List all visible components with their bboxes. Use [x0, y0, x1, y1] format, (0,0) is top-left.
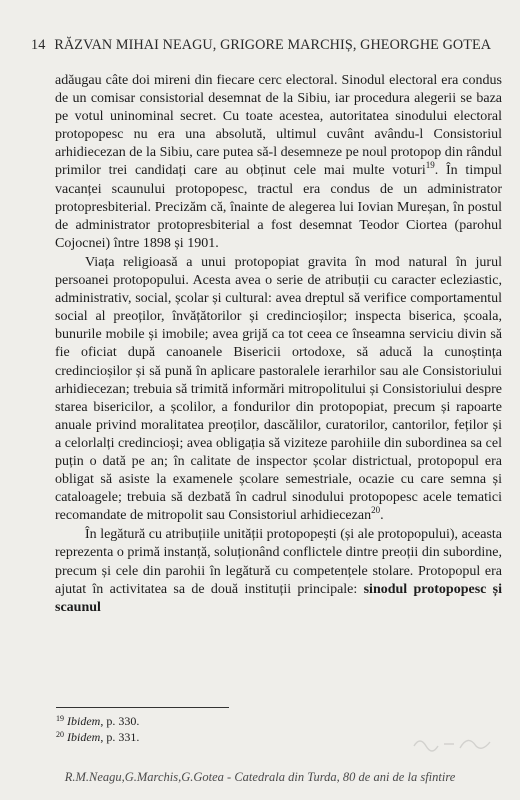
page-number: 14: [31, 37, 46, 53]
header-authors: RĂZVAN MIHAI NEAGU, GRIGORE MARCHIȘ, GHEORGHE GOTEA: [54, 37, 492, 53]
footnote-italic: Ibidem: [67, 729, 101, 744]
footnote-text: , p. 330.: [100, 714, 140, 728]
footnote-number: 20: [56, 729, 64, 739]
footnote-number: 19: [56, 714, 64, 723]
paragraph-2-text-a: Viața religioasă a unui protopopiat gravita în mod natural în jurul persoanei protopopului. Acesta avea o serie de atribuții cu caracter ecleziastic, administrativ, social, școlar și cultural: avea dreptul să verifice comportamentul social al preoților, învățătorilor și credincioșilor; inspecta biserica, școala, bunurile mobile și imobile; avea grijă ca tot ceea ce înseamna serviciu divin să fie oficiat după canoanele Bisericii ortodoxe, să aducă la cunoștința credincioșilor și să pună în aplicare pastoralele ierarhilor sau ale Consistoriului arhidiecezan; trebuia să trimită informări mitropolitului și Consistoriului despre starea bisericilor, a școlilor, a fondurilor din protopopiat, precum și rapoarte anuale privind moralitatea preoților, dascălilor, curatorilor, cantorilor, feților și a celorlalți credincioși; avea obligația să viziteze parohiile din subordinea sa cel puțin o dată pe an; în calitate de inspector școlar districtual, protopopul era obligat să asiste la examenele școlare semestriale, ocazie cu care semna și cataloagele; trebuia să dezbată în cadrul sinodului protopopesc acele tematici recomandate de mitropolit sau Consistoriul arhidiecezan: [55, 254, 502, 524]
paragraph-3: [55, 526, 502, 616]
footnote-italic: Ibidem: [67, 714, 101, 728]
paragraph-3-bold: sinodul protopopesc și scaunul: [55, 581, 503, 615]
paragraph-2: [55, 254, 502, 525]
footnote-divider: [56, 707, 229, 708]
footnote-text: , p. 331.: [100, 729, 140, 744]
footnote-ref-20: 20: [371, 505, 381, 516]
main-text: [55, 72, 502, 617]
bleed-through-mark: [410, 726, 500, 756]
running-header: [31, 37, 493, 54]
footnotes: [56, 714, 356, 745]
paragraph-2-text-b: .: [380, 508, 384, 524]
page-footer: R.M.Neagu,G.Marchis,G.Gotea - Catedrala din Turda, 80 de ani de la sfintire: [64, 770, 456, 784]
footnote-20: [56, 730, 356, 746]
paragraph-1-text-b: . În timpul vacanței scaunului protopopesc, tractul era condus de un administrator protopresbiterial. Precizăm că, înainte de alegerea lui Iovian Mureșan, în postul de administrator protopresbiterial a fost desemnat Teodor Ciortea (parohul Cojocnei) între 1898 și 1901.: [55, 163, 502, 251]
footnote-19: [56, 714, 356, 730]
paragraph-1-text-a: adăugau câte doi mireni din fiecare cerc electoral. Sinodul electoral era condus de un comisar consistorial desemnat de la Sibiu, iar procedura alegerii se baza pe votul uninominal secret. Cu toate acestea, autoritatea sinodului electoral protopopesc nu era una absolută, ultimul cuvânt avându-l Consistoriul arhidiecezan de la Sibiu, care putea să-l desemneze pe noul protopop din rândul primilor trei candidați care au obținut cele mai multe voturi: [55, 73, 502, 179]
footnote-ref-19: 19: [425, 160, 435, 171]
paragraph-3-text: În legătură cu atribuțiile unității protopopești (și ale protopopului), aceasta reprezenta o primă instanță, soluționând conflictele dintre preoții din subordine, precum și cele din parohii în legătură cu competențele stolare. Protopopul era ajutat în activitatea sa de două instituții principale:: [55, 527, 502, 597]
paragraph-1: [55, 72, 502, 253]
